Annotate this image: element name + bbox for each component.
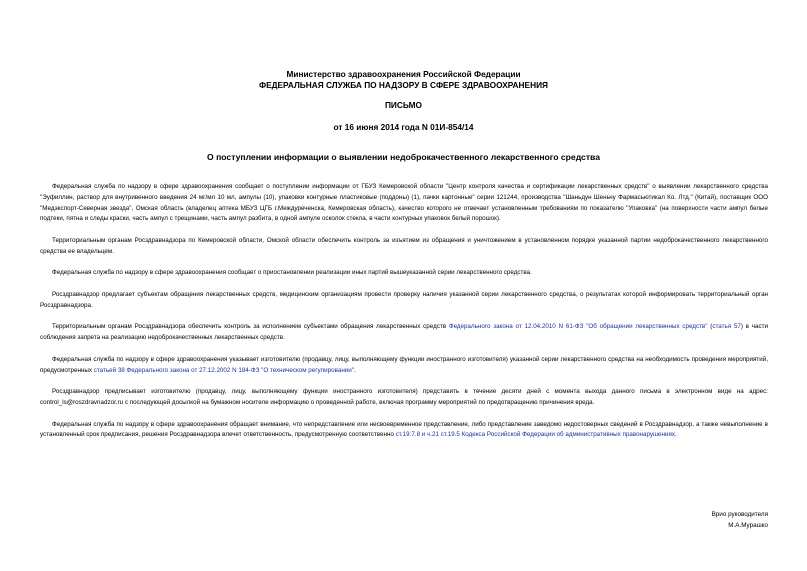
paragraph: Территориальным органам Росздравнадзора по Кемеровской области, Омской области обеспечить контроль за изъятием из обращения и уничтожением в установленном порядке указанной партии недоброкачественного лекарственного средства ее владельцем. (40, 236, 768, 255)
document-body (40, 182, 768, 452)
service-name: ФЕДЕРАЛЬНАЯ СЛУЖБА ПО НАДЗОРУ В СФЕРЕ ЗДРАВООХРАНЕНИЯ (259, 80, 548, 90)
signatory-title: Врио руководителя (711, 511, 768, 518)
document-date-number: от 16 июня 2014 года N 01И-854/14 (333, 122, 474, 132)
paragraph-text: ) в части соблюдения запрета на реализацию недоброкачественных лекарственных средств. (40, 323, 768, 342)
paragraph: Федеральная служба по надзору в сфере здравоохранения сообщает о приостановлении реализации иных партий вышеуказанной серии лекарственного средства. (52, 269, 532, 277)
paragraph-text: . (674, 431, 677, 439)
paragraph-text: . (354, 366, 356, 374)
paragraph: Федеральная служба по надзору в сфере здравоохранения сообщает о поступлении информации от ГБУЗ Кемеровской области "Центр контроля качества и сертификации лекарственных средств" о выявлении лекарственного средства "Эуфиллин, раствор для внутривенного введения 24 мг/мл 10 мл, ампулы (10), упаковки контурные пластиковые (поддоны) (1), пачки картонные" серии 121244, производства "Шаньдун Шеньчу Фармасьютикал Ко. Лтд." (Китай), поставщик ООО "Медэкспорт-Северная звезда", Омская область (владелец аптека МБУЗ ЦГБ г.Междуреченска, Кемеровская область), качество которого не отвечает установленным требованиям по показателю "Упаковка" (на поверхности части ампул белые подтеки, пятна и следы краски, часть ампул с трещинами, часть ампул разбита, в одной ампуле осколок стекла, в части контурных упаковок белый порошок). (40, 183, 768, 223)
article-38-link[interactable]: статьей 38 Федерального закона от 27.12.2002 N 184-ФЗ "О техническом регулировании" (93, 366, 354, 374)
document-subject: О поступлении информации о выявлении недоброкачественного лекарственного средства (207, 152, 600, 162)
paragraph: Росздравнадзор предписывает изготовителю (продавцу, лицу, выполняющему функции иностранного изготовителя) представить в течение десяти дней с момента выхода данного письма в электронном виде на адрес: control_ls@roszdravnadzor.ru с последующей досылкой на бумажном носителе информацию о проведенной работе, включая программу мероприятий по предотвращению причинения вреда. (40, 388, 768, 406)
paragraph (40, 420, 768, 442)
ministry-name: Министерство здравоохранения Российской Федерации (286, 69, 521, 79)
law-61fz-link[interactable]: Федерального закона от 12.04.2010 N 61-ФЗ "Об обращении лекарственных средств" (448, 323, 708, 331)
paragraph-text: Федеральная служба по надзору в сфере здравоохранения обращает внимание, что непредставление или несвоевременное представление, либо представление заведомо недостоверных сведений в Росздравнадзор, а также невыполнение в установленный срок предписания, решения Росздравнадзора влечет ответственность, предусмотренную соответственно (40, 420, 768, 439)
paragraph-text: Территориальным органам Росздравнадзора обеспечить контроль за исполнением субъектами обращения лекарственных средств (52, 323, 449, 331)
paragraph: Росздравнадзор предлагает субъектам обращения лекарственных средств, медицинским организациям провести проверку наличия указанной серии лекарственного средства, о результатах которой информировать территориальный орган Росздравнадзора. (40, 290, 768, 309)
signature-block (712, 510, 768, 531)
paragraph-text: Федеральная служба по надзору в сфере здравоохранения указывает изготовителю (продавцу, лицу, выполняющему функции иностранного изготовителя) указанной серии лекарственного средства на необходимость проведения мероприятий, предусмотренных (40, 355, 768, 374)
document-header (0, 69, 807, 91)
koap-link[interactable]: ст.19.7.8 и ч.21 ст.19.5 Кодекса Российской Федерации об административных правонарушениях (395, 431, 675, 439)
paragraph (40, 355, 768, 377)
paragraph (40, 322, 768, 344)
paragraph-text: ( (707, 323, 713, 331)
article-57-link[interactable]: статья 57 (712, 323, 741, 331)
signatory-name: М.А.Мурашко (728, 521, 768, 529)
document-type: ПИСЬМО (384, 100, 423, 110)
